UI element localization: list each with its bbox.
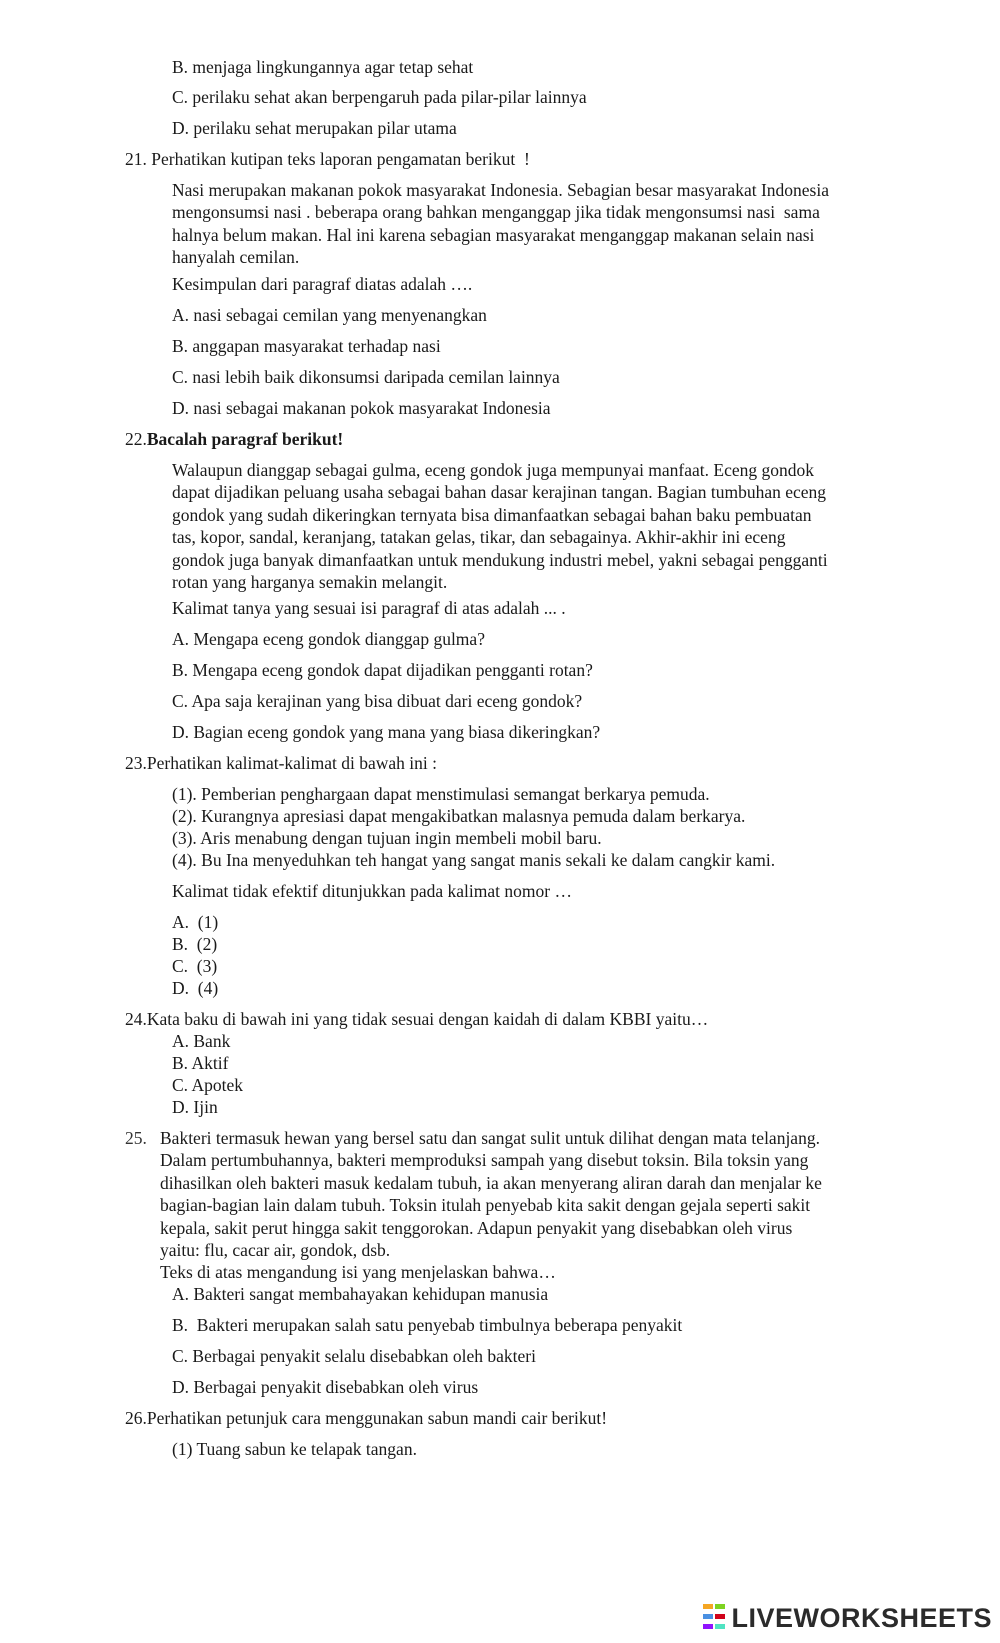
q22-option-b[interactable]: B. Mengapa eceng gondok dapat dijadikan pengganti rotan? <box>172 660 593 680</box>
logo-block <box>703 1624 713 1629</box>
q22-passage <box>172 459 872 593</box>
q22-passage-line: Walaupun dianggap sebagai gulma, eceng gondok juga mempunyai manfaat. Eceng gondok <box>172 460 815 480</box>
logo-block <box>715 1604 725 1609</box>
q25-passage-line: bagian-bagian lain dalam tubuh. Toksin itulah penyebab kita sakit dengan gejala seperti sakit <box>160 1195 811 1216</box>
q21-passage-line: Nasi merupakan makanan pokok masyarakat Indonesia. Sebagian besar masyarakat Indonesia <box>172 180 829 200</box>
q22-prompt: Kalimat tanya yang sesuai isi paragraf di atas adalah ... . <box>172 598 566 618</box>
q22-option-c[interactable]: C. Apa saja kerajinan yang bisa dibuat dari eceng gondok? <box>172 691 583 711</box>
liveworksheets-logo-icon <box>703 1604 725 1632</box>
q24-option-b[interactable]: B. Aktif <box>172 1053 229 1073</box>
q25-passage-line: yaitu: flu, cacar air, gondok, dsb. <box>160 1240 391 1261</box>
logo-block <box>703 1614 713 1619</box>
q22-passage-line: rotan yang harganya semakin melangit. <box>172 572 448 593</box>
logo-block <box>715 1614 725 1619</box>
q22-passage-line: dapat dijadikan peluang usaha sebagai bahan dasar kerajinan tangan. Bagian tumbuhan eceng <box>172 482 827 503</box>
q22-heading: Bacalah paragraf berikut! <box>146 429 344 449</box>
q24-title: 24.Kata baku di bawah ini yang tidak sesuai dengan kaidah di dalam KBBI yaitu… <box>125 1009 709 1029</box>
q21-passage-line: hanyalah cemilan. <box>172 247 300 268</box>
q24-option-a[interactable]: A. Bank <box>172 1031 231 1051</box>
q23-sentence-3: (3). Aris menabung dengan tujuan ingin membeli mobil baru. <box>172 828 602 848</box>
q26-step-1: (1) Tuang sabun ke telapak tangan. <box>172 1439 417 1459</box>
q23-option-c[interactable]: C. (3) <box>172 956 218 976</box>
q23-option-b[interactable]: B. (2) <box>172 934 218 954</box>
q23-option-d[interactable]: D. (4) <box>172 978 219 998</box>
q23-prompt: Kalimat tidak efektif ditunjukkan pada kalimat nomor … <box>172 881 572 901</box>
q25-passage-line: kepala, sakit perut hingga sakit tenggorokan. Adapun penyakit yang disebabkan oleh virus <box>160 1217 793 1238</box>
q25-passage <box>160 1127 900 1284</box>
q22-passage-line: gondok juga banyak dimanfaatkan untuk mendukung industri mebel, yakni sebagai pengganti <box>172 549 828 570</box>
q21-option-b[interactable]: B. anggapan masyarakat terhadap nasi <box>172 336 441 356</box>
q22-option-a[interactable]: A. Mengapa eceng gondok dianggap gulma? <box>172 629 485 649</box>
logo-block <box>715 1624 725 1629</box>
q22-option-d[interactable]: D. Bagian eceng gondok yang mana yang biasa dikeringkan? <box>172 722 601 742</box>
q23-title: 23.Perhatikan kalimat-kalimat di bawah ini : <box>125 753 438 773</box>
q24-option-c[interactable]: C. Apotek <box>172 1075 243 1095</box>
q22-passage-line: gondok yang sudah dikeringkan ternyata bisa dimanfaatkan sebagai bahan baku pembuatan <box>172 504 812 525</box>
q21-prompt: Kesimpulan dari paragraf diatas adalah …. <box>172 274 473 294</box>
q23-sentence-2: (2). Kurangnya apresiasi dapat mengakibatkan malasnya pemuda dalam berkarya. <box>172 806 746 826</box>
prev-option-b[interactable]: B. menjaga lingkungannya agar tetap sehat <box>172 57 474 77</box>
q23-sentence-4: (4). Bu Ina menyeduhkan teh hangat yang sangat manis sekali ke dalam cangkir kami. <box>172 850 776 870</box>
liveworksheets-brand-text: LIVEWORKSHEETS <box>731 1602 992 1633</box>
q23-option-a[interactable]: A. (1) <box>172 912 219 932</box>
q25-passage-line: Dalam pertumbuhannya, bakteri memproduksi sampah yang disebut toksin. Bila toksin yang <box>160 1150 809 1171</box>
prev-option-c[interactable]: C. perilaku sehat akan berpengaruh pada pilar-pilar lainnya <box>172 87 587 107</box>
q23-sentence-1: (1). Pemberian penghargaan dapat menstimulasi semangat berkarya pemuda. <box>172 784 710 804</box>
liveworksheets-logo[interactable] <box>703 1600 992 1636</box>
q25-option-a[interactable]: A. Bakteri sangat membahayakan kehidupan manusia <box>172 1284 549 1304</box>
q25-prompt: Teks di atas mengandung isi yang menjelaskan bahwa… <box>160 1262 556 1283</box>
q26-title: 26.Perhatikan petunjuk cara menggunakan sabun mandi cair berikut! <box>125 1408 608 1428</box>
q21-option-c[interactable]: C. nasi lebih baik dikonsumsi daripada cemilan lainnya <box>172 367 560 387</box>
q25-option-c[interactable]: C. Berbagai penyakit selalu disebabkan oleh bakteri <box>172 1346 536 1366</box>
q22-passage-line: tas, kopor, sandal, keranjang, tatakan gelas, tikar, dan sebagainya. Akhir-akhir ini eceng <box>172 527 786 548</box>
q24-option-d[interactable]: D. Ijin <box>172 1097 218 1117</box>
q25-option-d[interactable]: D. Berbagai penyakit disebabkan oleh virus <box>172 1377 479 1397</box>
q25-number: 25. <box>125 1128 147 1148</box>
q21-option-d[interactable]: D. nasi sebagai makanan pokok masyarakat Indonesia <box>172 398 551 418</box>
prev-option-d[interactable]: D. perilaku sehat merupakan pilar utama <box>172 118 457 138</box>
q25-option-b[interactable]: B. Bakteri merupakan salah satu penyebab timbulnya beberapa penyakit <box>172 1315 683 1335</box>
q25-passage-line: Bakteri termasuk hewan yang bersel satu dan sangat sulit untuk dilihat dengan mata telanjang. <box>160 1128 820 1148</box>
q22-title <box>125 428 343 450</box>
q22-number: 22. <box>125 429 147 449</box>
q25-passage-line: dihasilkan oleh bakteri masuk kedalam tubuh, ia akan menyerang aliran darah dan menjalar ke <box>160 1172 822 1193</box>
q21-passage <box>172 179 872 269</box>
q21-passage-line: halnya belum makan. Hal ini karena sebagian masyarakat menganggap makanan selain nasi <box>172 224 815 245</box>
logo-block <box>703 1604 713 1609</box>
q21-title: 21. Perhatikan kutipan teks laporan pengamatan berikut ! <box>125 149 530 169</box>
q21-passage-line: mengonsumsi nasi . beberapa orang bahkan menganggap jika tidak mengonsumsi nasi sama <box>172 202 820 223</box>
q21-option-a[interactable]: A. nasi sebagai cemilan yang menyenangkan <box>172 305 487 325</box>
